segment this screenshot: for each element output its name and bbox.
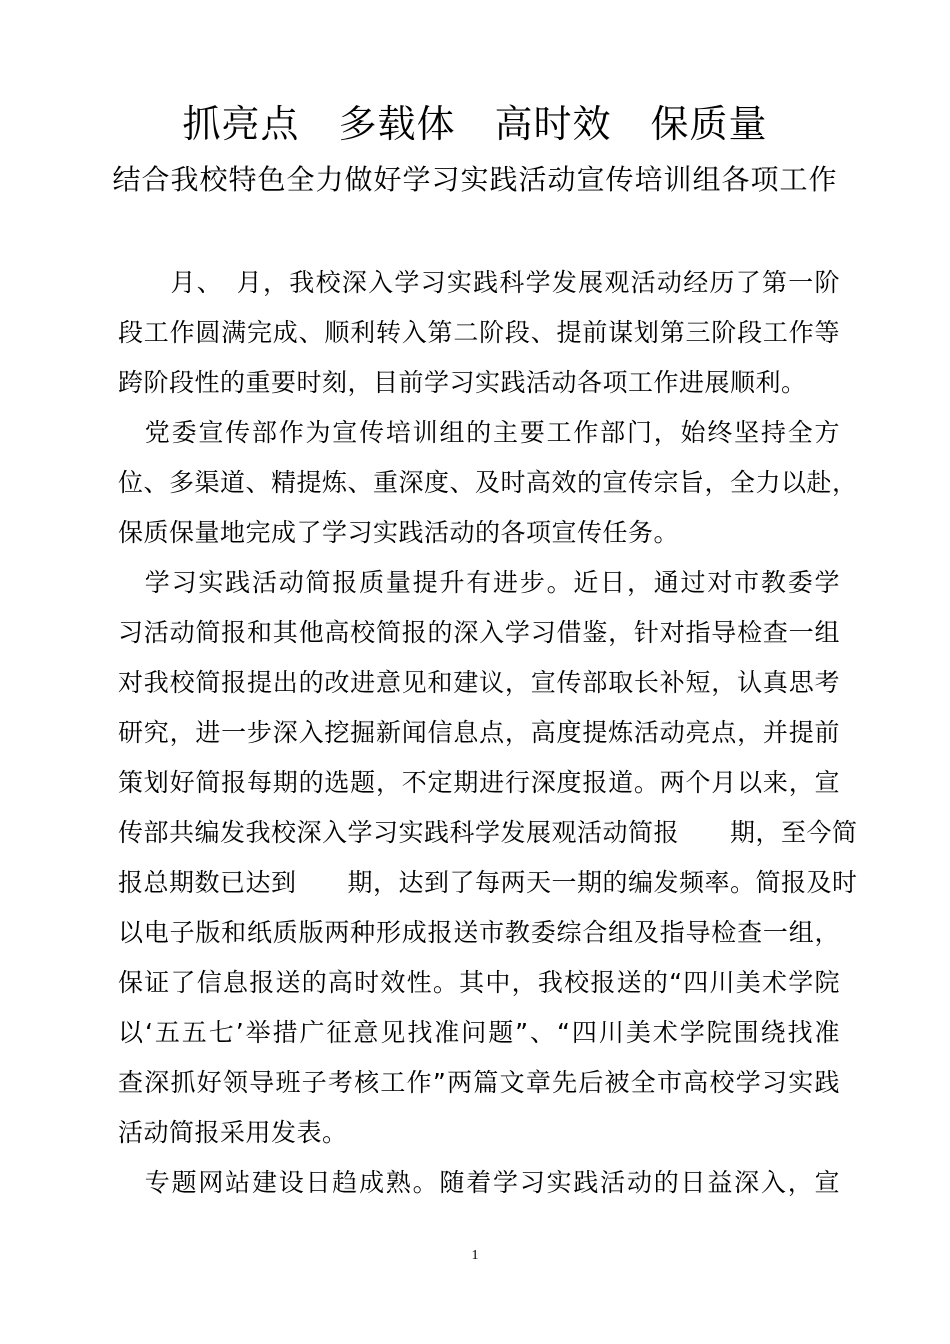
document-title: 抓亮点 多载体 高时效 保质量 <box>182 102 768 146</box>
body-line: 研究，进一步深入挖掘新闻信息点，高度提炼活动亮点，并提前 <box>118 718 840 747</box>
body-line: 跨阶段性的重要时刻，目前学习实践活动各项工作进展顺利。 <box>118 368 807 397</box>
page-number: 1 <box>471 1248 479 1263</box>
body-line: 查深抓好领导班子考核工作”两篇文章先后被全市高校学习实践 <box>118 1068 840 1097</box>
body-line: 传部共编发我校深入学习实践科学发展观活动简报 期，至今简 <box>118 818 858 847</box>
body-line: 位、多渠道、精提炼、重深度、及时高效的宣传宗旨，全力以赴， <box>118 468 858 497</box>
body-line: 保质保量地完成了学习实践活动的各项宣传任务。 <box>118 518 680 547</box>
body-line: 习活动简报和其他高校简报的深入学习借鉴，针对指导检查一组 <box>118 618 840 647</box>
body-line: 活动简报采用发表。 <box>118 1118 348 1147</box>
body-line: 以‘五五七’举措广征意见找准问题”、“四川美术学院围绕找准 <box>118 1018 840 1047</box>
body-line: 段工作圆满完成、顺利转入第二阶段、提前谋划第三阶段工作等 <box>118 318 840 347</box>
body-line: 学习实践活动简报质量提升有进步。近日，通过对市教委学 <box>118 568 840 597</box>
body-line: 党委宣传部作为宣传培训组的主要工作部门，始终坚持全方 <box>118 418 840 447</box>
body-line: 对我校简报提出的改进意见和建议，宣传部取长补短，认真思考 <box>118 668 840 697</box>
body-line: 报总期数已达到 期，达到了每两天一期的编发频率。简报及时 <box>118 868 858 897</box>
body-line: 月、 月，我校深入学习实践科学发展观活动经历了第一阶 <box>118 268 840 297</box>
document-subtitle: 结合我校特色全力做好学习实践活动宣传培训组各项工作 <box>112 163 838 196</box>
body-line: 策划好简报每期的选题，不定期进行深度报道。两个月以来，宣 <box>118 768 840 797</box>
body-line: 专题网站建设日趋成熟。随着学习实践活动的日益深入，宣 <box>118 1168 840 1197</box>
body-line: 保证了信息报送的高时效性。其中，我校报送的“四川美术学院 <box>118 968 840 997</box>
body-line: 以电子版和纸质版两种形成报送市教委综合组及指导检查一组， <box>118 918 840 947</box>
